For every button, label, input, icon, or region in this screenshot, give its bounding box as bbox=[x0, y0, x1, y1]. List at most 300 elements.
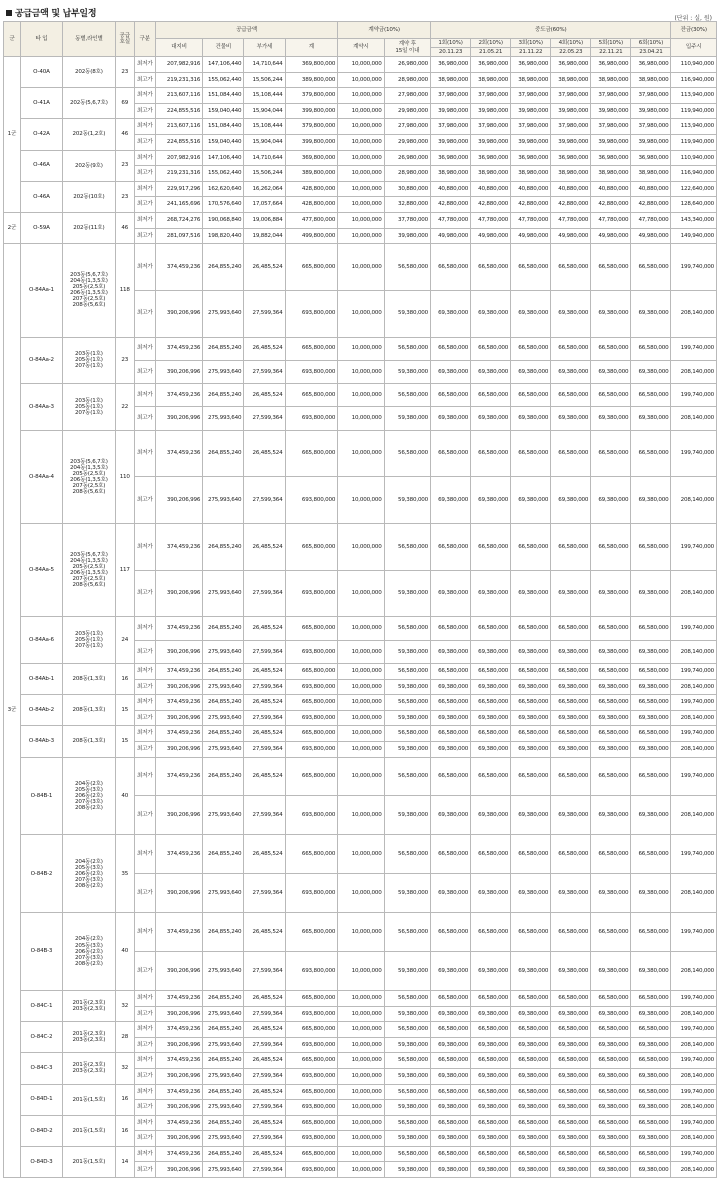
value-cell: 39,980,000 bbox=[631, 134, 671, 150]
value-cell: 213,607,116 bbox=[155, 119, 202, 135]
value-cell: 69,380,000 bbox=[551, 952, 591, 991]
value-cell: 69,380,000 bbox=[631, 742, 671, 758]
kind-cell: 최저가 bbox=[134, 990, 155, 1006]
value-cell: 264,855,240 bbox=[203, 430, 244, 477]
value-cell: 69,380,000 bbox=[471, 1006, 511, 1022]
value-cell: 66,580,000 bbox=[471, 1022, 511, 1038]
value-cell: 66,580,000 bbox=[631, 1053, 671, 1069]
value-cell: 66,580,000 bbox=[591, 695, 631, 711]
value-cell: 665,800,000 bbox=[285, 913, 338, 952]
value-cell: 66,580,000 bbox=[511, 1084, 551, 1100]
header-group: 군 bbox=[4, 22, 21, 57]
value-cell: 56,580,000 bbox=[384, 384, 430, 407]
kind-cell: 최저가 bbox=[134, 181, 155, 197]
value-cell: 27,980,000 bbox=[384, 119, 430, 135]
type-cell: O-84D-3 bbox=[20, 1146, 62, 1177]
kind-cell: 최고가 bbox=[134, 1037, 155, 1053]
value-cell: 390,206,996 bbox=[155, 874, 202, 913]
value-cell: 10,000,000 bbox=[338, 360, 384, 383]
value-cell: 374,459,236 bbox=[155, 695, 202, 711]
value-cell: 66,580,000 bbox=[511, 913, 551, 952]
value-cell: 69,380,000 bbox=[511, 1131, 551, 1147]
kind-cell: 최고가 bbox=[134, 874, 155, 913]
value-cell: 66,580,000 bbox=[431, 757, 471, 796]
value-cell: 69,380,000 bbox=[591, 796, 631, 835]
value-cell: 69,380,000 bbox=[551, 640, 591, 663]
value-cell: 66,580,000 bbox=[551, 1053, 591, 1069]
value-cell: 693,800,000 bbox=[285, 796, 338, 835]
value-cell: 264,855,240 bbox=[203, 384, 244, 407]
value-cell: 56,580,000 bbox=[384, 664, 430, 680]
value-cell: 66,580,000 bbox=[471, 726, 511, 742]
value-cell: 69,380,000 bbox=[511, 796, 551, 835]
value-cell: 69,380,000 bbox=[551, 360, 591, 383]
value-cell: 10,000,000 bbox=[338, 679, 384, 695]
value-cell: 66,580,000 bbox=[431, 695, 471, 711]
type-cell: O-40A bbox=[20, 57, 62, 88]
value-cell: 208,140,000 bbox=[671, 796, 717, 835]
units-cell: 22 bbox=[115, 384, 134, 431]
value-cell: 275,993,640 bbox=[203, 679, 244, 695]
value-cell: 49,980,000 bbox=[431, 228, 471, 244]
value-cell: 693,800,000 bbox=[285, 742, 338, 758]
value-cell: 693,800,000 bbox=[285, 1037, 338, 1053]
type-cell: O-42A bbox=[20, 119, 62, 150]
value-cell: 69,380,000 bbox=[471, 640, 511, 663]
value-cell: 10,000,000 bbox=[338, 1162, 384, 1178]
value-cell: 693,800,000 bbox=[285, 1162, 338, 1178]
value-cell: 264,855,240 bbox=[203, 757, 244, 796]
value-cell: 10,000,000 bbox=[338, 617, 384, 640]
value-cell: 27,599,364 bbox=[244, 360, 285, 383]
value-cell: 66,580,000 bbox=[631, 990, 671, 1006]
units-cell: 40 bbox=[115, 757, 134, 835]
dong-cell: 201동(1,5호) bbox=[63, 1115, 116, 1146]
value-cell: 66,580,000 bbox=[591, 1022, 631, 1038]
dong-cell: 203동(1호) 205동(1호) 207동(1호) bbox=[63, 617, 116, 664]
value-cell: 66,580,000 bbox=[431, 244, 471, 291]
value-cell: 69,380,000 bbox=[511, 477, 551, 524]
value-cell: 69,380,000 bbox=[591, 640, 631, 663]
kind-cell: 최고가 bbox=[134, 1162, 155, 1178]
value-cell: 69,380,000 bbox=[591, 1100, 631, 1116]
dong-cell: 204동(2호) 205동(3호) 206동(2호) 207동(3호) 208동(2호) bbox=[63, 913, 116, 991]
value-cell: 390,206,996 bbox=[155, 679, 202, 695]
header-installment-5: 5회(10%) bbox=[591, 39, 631, 48]
value-cell: 37,980,000 bbox=[471, 88, 511, 104]
value-cell: 69,380,000 bbox=[471, 1037, 511, 1053]
kind-cell: 최저가 bbox=[134, 430, 155, 477]
group-cell: 2군 bbox=[4, 212, 21, 243]
value-cell: 69,380,000 bbox=[551, 1131, 591, 1147]
value-cell: 66,580,000 bbox=[511, 524, 551, 571]
value-cell: 390,206,996 bbox=[155, 290, 202, 337]
value-cell: 69,380,000 bbox=[431, 952, 471, 991]
type-cell: O-84Aa-6 bbox=[20, 617, 62, 664]
value-cell: 69,380,000 bbox=[551, 1162, 591, 1178]
value-cell: 69,380,000 bbox=[431, 710, 471, 726]
value-cell: 59,380,000 bbox=[384, 796, 430, 835]
value-cell: 275,993,640 bbox=[203, 407, 244, 430]
value-cell: 38,980,000 bbox=[471, 72, 511, 88]
value-cell: 56,580,000 bbox=[384, 1115, 430, 1131]
kind-cell: 최저가 bbox=[134, 1146, 155, 1162]
value-cell: 69,380,000 bbox=[631, 360, 671, 383]
value-cell: 69,380,000 bbox=[591, 952, 631, 991]
value-cell: 26,485,524 bbox=[244, 1115, 285, 1131]
value-cell: 47,780,000 bbox=[431, 212, 471, 228]
table-row bbox=[4, 617, 717, 640]
value-cell: 69,380,000 bbox=[591, 874, 631, 913]
value-cell: 69,380,000 bbox=[471, 290, 511, 337]
value-cell: 69,380,000 bbox=[431, 679, 471, 695]
table-row bbox=[4, 757, 717, 796]
kind-cell: 최고가 bbox=[134, 679, 155, 695]
value-cell: 208,140,000 bbox=[671, 1068, 717, 1084]
value-cell: 374,459,236 bbox=[155, 1053, 202, 1069]
value-cell: 69,380,000 bbox=[431, 477, 471, 524]
value-cell: 477,800,000 bbox=[285, 212, 338, 228]
value-cell: 66,580,000 bbox=[471, 1146, 511, 1162]
dong-cell: 203동(5,6,7호) 204동(1,3,5호) 205동(2,5호) 206동(1,3,5호) 207동(2,5호) 208동(5,6호) bbox=[63, 524, 116, 617]
value-cell: 69,380,000 bbox=[551, 1037, 591, 1053]
value-cell: 56,580,000 bbox=[384, 835, 430, 874]
value-cell: 56,580,000 bbox=[384, 430, 430, 477]
value-cell: 56,580,000 bbox=[384, 1084, 430, 1100]
value-cell: 69,380,000 bbox=[551, 290, 591, 337]
document-title: 공급금액 및 납부일정 bbox=[6, 6, 96, 19]
kind-cell: 최저가 bbox=[134, 150, 155, 166]
value-cell: 37,980,000 bbox=[511, 88, 551, 104]
value-cell: 69,380,000 bbox=[511, 742, 551, 758]
value-cell: 69,380,000 bbox=[431, 1037, 471, 1053]
square-bullet-icon bbox=[6, 10, 12, 16]
units-cell: 15 bbox=[115, 695, 134, 726]
value-cell: 26,980,000 bbox=[384, 150, 430, 166]
type-cell: O-84Ab-2 bbox=[20, 695, 62, 726]
group-cell: 1군 bbox=[4, 57, 21, 213]
value-cell: 66,580,000 bbox=[591, 757, 631, 796]
value-cell: 69,380,000 bbox=[631, 1037, 671, 1053]
units-cell: 46 bbox=[115, 119, 134, 150]
value-cell: 10,000,000 bbox=[338, 197, 384, 213]
value-cell: 275,993,640 bbox=[203, 1037, 244, 1053]
value-cell: 66,580,000 bbox=[551, 617, 591, 640]
kind-cell: 최저가 bbox=[134, 337, 155, 360]
value-cell: 66,580,000 bbox=[431, 664, 471, 680]
value-cell: 49,980,000 bbox=[511, 228, 551, 244]
value-cell: 26,485,524 bbox=[244, 1084, 285, 1100]
value-cell: 27,599,364 bbox=[244, 742, 285, 758]
value-cell: 37,980,000 bbox=[631, 88, 671, 104]
value-cell: 66,580,000 bbox=[431, 1053, 471, 1069]
table-row bbox=[4, 1084, 717, 1100]
kind-cell: 최고가 bbox=[134, 360, 155, 383]
dong-cell: 201동(1,5호) bbox=[63, 1084, 116, 1115]
value-cell: 38,980,000 bbox=[431, 166, 471, 182]
value-cell: 17,057,664 bbox=[244, 197, 285, 213]
value-cell: 26,485,524 bbox=[244, 726, 285, 742]
value-cell: 208,140,000 bbox=[671, 874, 717, 913]
value-cell: 66,580,000 bbox=[471, 757, 511, 796]
value-cell: 389,800,000 bbox=[285, 166, 338, 182]
value-cell: 693,800,000 bbox=[285, 477, 338, 524]
value-cell: 38,980,000 bbox=[631, 72, 671, 88]
value-cell: 10,000,000 bbox=[338, 990, 384, 1006]
table-row bbox=[4, 726, 717, 742]
value-cell: 264,855,240 bbox=[203, 726, 244, 742]
value-cell: 37,980,000 bbox=[511, 119, 551, 135]
value-cell: 66,580,000 bbox=[551, 835, 591, 874]
value-cell: 208,140,000 bbox=[671, 1037, 717, 1053]
value-cell: 693,800,000 bbox=[285, 1006, 338, 1022]
header-middle: 중도금(60%) bbox=[431, 22, 671, 39]
dong-cell: 208동(1,3호) bbox=[63, 664, 116, 695]
value-cell: 113,940,000 bbox=[671, 88, 717, 104]
kind-cell: 최고가 bbox=[134, 570, 155, 617]
value-cell: 264,855,240 bbox=[203, 1084, 244, 1100]
type-cell: O-84D-2 bbox=[20, 1115, 62, 1146]
value-cell: 56,580,000 bbox=[384, 757, 430, 796]
value-cell: 69,380,000 bbox=[631, 1100, 671, 1116]
value-cell: 199,740,000 bbox=[671, 430, 717, 477]
value-cell: 40,880,000 bbox=[591, 181, 631, 197]
table-row bbox=[4, 524, 717, 571]
value-cell: 42,880,000 bbox=[591, 197, 631, 213]
kind-cell: 최고가 bbox=[134, 290, 155, 337]
value-cell: 38,980,000 bbox=[631, 166, 671, 182]
value-cell: 390,206,996 bbox=[155, 407, 202, 430]
value-cell: 59,380,000 bbox=[384, 1100, 430, 1116]
dong-cell: 201동(2,3호) 203동(2,3호) bbox=[63, 1053, 116, 1084]
value-cell: 39,980,000 bbox=[591, 134, 631, 150]
header-balance: 잔금(30%) bbox=[671, 22, 717, 39]
value-cell: 69,380,000 bbox=[431, 1131, 471, 1147]
kind-cell: 최고가 bbox=[134, 1006, 155, 1022]
value-cell: 26,485,524 bbox=[244, 835, 285, 874]
value-cell: 38,980,000 bbox=[511, 72, 551, 88]
kind-cell: 최저가 bbox=[134, 726, 155, 742]
value-cell: 59,380,000 bbox=[384, 477, 430, 524]
kind-cell: 최고가 bbox=[134, 952, 155, 991]
value-cell: 10,000,000 bbox=[338, 640, 384, 663]
dong-cell: 201동(2,3호) 203동(2,3호) bbox=[63, 990, 116, 1021]
kind-cell: 최고가 bbox=[134, 103, 155, 119]
value-cell: 10,000,000 bbox=[338, 1146, 384, 1162]
dong-cell: 202동(5,6,7호) bbox=[63, 88, 116, 119]
value-cell: 26,980,000 bbox=[384, 57, 430, 73]
value-cell: 10,000,000 bbox=[338, 524, 384, 571]
value-cell: 122,640,000 bbox=[671, 181, 717, 197]
dong-cell: 202동(10호) bbox=[63, 181, 116, 212]
value-cell: 69,380,000 bbox=[471, 1162, 511, 1178]
value-cell: 66,580,000 bbox=[471, 1084, 511, 1100]
kind-cell: 최고가 bbox=[134, 1068, 155, 1084]
value-cell: 69,380,000 bbox=[471, 1068, 511, 1084]
value-cell: 38,980,000 bbox=[431, 72, 471, 88]
value-cell: 15,904,044 bbox=[244, 134, 285, 150]
value-cell: 190,068,840 bbox=[203, 212, 244, 228]
value-cell: 66,580,000 bbox=[551, 244, 591, 291]
value-cell: 208,140,000 bbox=[671, 742, 717, 758]
value-cell: 59,380,000 bbox=[384, 1131, 430, 1147]
value-cell: 39,980,000 bbox=[471, 103, 511, 119]
value-cell: 66,580,000 bbox=[551, 913, 591, 952]
units-cell: 118 bbox=[115, 244, 134, 337]
value-cell: 39,980,000 bbox=[591, 103, 631, 119]
value-cell: 199,740,000 bbox=[671, 664, 717, 680]
value-cell: 69,380,000 bbox=[591, 742, 631, 758]
header-vat: 부가세 bbox=[244, 39, 285, 57]
value-cell: 389,800,000 bbox=[285, 72, 338, 88]
value-cell: 275,993,640 bbox=[203, 570, 244, 617]
value-cell: 47,780,000 bbox=[511, 212, 551, 228]
value-cell: 66,580,000 bbox=[511, 990, 551, 1006]
value-cell: 199,740,000 bbox=[671, 835, 717, 874]
value-cell: 47,780,000 bbox=[551, 212, 591, 228]
value-cell: 69,380,000 bbox=[431, 360, 471, 383]
value-cell: 39,980,000 bbox=[471, 134, 511, 150]
value-cell: 159,040,440 bbox=[203, 134, 244, 150]
value-cell: 66,580,000 bbox=[631, 695, 671, 711]
kind-cell: 최고가 bbox=[134, 197, 155, 213]
value-cell: 10,000,000 bbox=[338, 835, 384, 874]
value-cell: 66,580,000 bbox=[631, 617, 671, 640]
value-cell: 66,580,000 bbox=[591, 1146, 631, 1162]
kind-cell: 최저가 bbox=[134, 835, 155, 874]
value-cell: 69,380,000 bbox=[431, 796, 471, 835]
value-cell: 199,740,000 bbox=[671, 524, 717, 571]
kind-cell: 최고가 bbox=[134, 134, 155, 150]
kind-cell: 최저가 bbox=[134, 913, 155, 952]
value-cell: 69,380,000 bbox=[631, 952, 671, 991]
value-cell: 374,459,236 bbox=[155, 1115, 202, 1131]
value-cell: 428,800,000 bbox=[285, 181, 338, 197]
type-cell: O-46A bbox=[20, 150, 62, 181]
value-cell: 37,980,000 bbox=[591, 88, 631, 104]
value-cell: 39,980,000 bbox=[511, 103, 551, 119]
header-installment-4: 4회(10%) bbox=[551, 39, 591, 48]
value-cell: 69,380,000 bbox=[551, 1068, 591, 1084]
header-installment-date-6: 23.04.21 bbox=[631, 48, 671, 57]
header-installment-date-3: 21.11.22 bbox=[511, 48, 551, 57]
value-cell: 69,380,000 bbox=[631, 570, 671, 617]
units-cell: 32 bbox=[115, 990, 134, 1021]
value-cell: 499,800,000 bbox=[285, 228, 338, 244]
value-cell: 66,580,000 bbox=[471, 430, 511, 477]
value-cell: 39,980,000 bbox=[384, 228, 430, 244]
value-cell: 14,710,644 bbox=[244, 57, 285, 73]
value-cell: 264,855,240 bbox=[203, 990, 244, 1006]
value-cell: 275,993,640 bbox=[203, 710, 244, 726]
value-cell: 40,880,000 bbox=[511, 181, 551, 197]
value-cell: 69,380,000 bbox=[511, 570, 551, 617]
value-cell: 224,855,516 bbox=[155, 134, 202, 150]
units-cell: 16 bbox=[115, 1115, 134, 1146]
value-cell: 66,580,000 bbox=[591, 1115, 631, 1131]
value-cell: 38,980,000 bbox=[551, 72, 591, 88]
dong-cell: 208동(1,3호) bbox=[63, 695, 116, 726]
value-cell: 59,380,000 bbox=[384, 290, 430, 337]
value-cell: 69,380,000 bbox=[471, 874, 511, 913]
value-cell: 27,599,364 bbox=[244, 1006, 285, 1022]
value-cell: 37,780,000 bbox=[384, 212, 430, 228]
value-cell: 69,380,000 bbox=[551, 1100, 591, 1116]
value-cell: 10,000,000 bbox=[338, 228, 384, 244]
value-cell: 66,580,000 bbox=[591, 617, 631, 640]
value-cell: 66,580,000 bbox=[591, 1084, 631, 1100]
value-cell: 49,980,000 bbox=[631, 228, 671, 244]
value-cell: 66,580,000 bbox=[631, 1146, 671, 1162]
value-cell: 665,800,000 bbox=[285, 835, 338, 874]
value-cell: 29,980,000 bbox=[384, 134, 430, 150]
value-cell: 275,993,640 bbox=[203, 1131, 244, 1147]
value-cell: 56,580,000 bbox=[384, 337, 430, 360]
value-cell: 390,206,996 bbox=[155, 742, 202, 758]
value-cell: 66,580,000 bbox=[551, 337, 591, 360]
value-cell: 66,580,000 bbox=[591, 664, 631, 680]
value-cell: 69,380,000 bbox=[551, 679, 591, 695]
table-row bbox=[4, 1053, 717, 1069]
value-cell: 59,380,000 bbox=[384, 742, 430, 758]
value-cell: 38,980,000 bbox=[511, 166, 551, 182]
value-cell: 66,580,000 bbox=[471, 990, 511, 1006]
value-cell: 27,599,364 bbox=[244, 640, 285, 663]
kind-cell: 최저가 bbox=[134, 524, 155, 571]
value-cell: 10,000,000 bbox=[338, 134, 384, 150]
value-cell: 36,980,000 bbox=[591, 57, 631, 73]
value-cell: 69,380,000 bbox=[551, 796, 591, 835]
value-cell: 66,580,000 bbox=[631, 726, 671, 742]
value-cell: 69,380,000 bbox=[511, 640, 551, 663]
kind-cell: 최고가 bbox=[134, 640, 155, 663]
value-cell: 27,599,364 bbox=[244, 710, 285, 726]
value-cell: 42,880,000 bbox=[431, 197, 471, 213]
value-cell: 69,380,000 bbox=[591, 360, 631, 383]
value-cell: 69,380,000 bbox=[471, 1100, 511, 1116]
value-cell: 693,800,000 bbox=[285, 640, 338, 663]
value-cell: 66,580,000 bbox=[511, 695, 551, 711]
value-cell: 69,380,000 bbox=[471, 407, 511, 430]
value-cell: 69,380,000 bbox=[631, 477, 671, 524]
value-cell: 32,880,000 bbox=[384, 197, 430, 213]
value-cell: 66,580,000 bbox=[471, 835, 511, 874]
units-cell: 24 bbox=[115, 617, 134, 664]
value-cell: 27,599,364 bbox=[244, 1162, 285, 1178]
value-cell: 110,940,000 bbox=[671, 150, 717, 166]
type-cell: O-41A bbox=[20, 88, 62, 119]
value-cell: 69,380,000 bbox=[431, 640, 471, 663]
value-cell: 275,993,640 bbox=[203, 952, 244, 991]
header-kind: 구분 bbox=[134, 22, 155, 57]
value-cell: 390,206,996 bbox=[155, 1131, 202, 1147]
value-cell: 59,380,000 bbox=[384, 570, 430, 617]
value-cell: 15,108,444 bbox=[244, 88, 285, 104]
value-cell: 69,380,000 bbox=[591, 290, 631, 337]
value-cell: 110,940,000 bbox=[671, 57, 717, 73]
value-cell: 26,485,524 bbox=[244, 664, 285, 680]
units-cell: 110 bbox=[115, 430, 134, 523]
type-cell: O-84C-3 bbox=[20, 1053, 62, 1084]
value-cell: 66,580,000 bbox=[511, 664, 551, 680]
unit-note: (단위 : 실, 원) bbox=[674, 15, 712, 22]
value-cell: 665,800,000 bbox=[285, 244, 338, 291]
kind-cell: 최저가 bbox=[134, 664, 155, 680]
value-cell: 374,459,236 bbox=[155, 757, 202, 796]
value-cell: 66,580,000 bbox=[431, 1146, 471, 1162]
value-cell: 26,485,524 bbox=[244, 695, 285, 711]
value-cell: 10,000,000 bbox=[338, 1006, 384, 1022]
